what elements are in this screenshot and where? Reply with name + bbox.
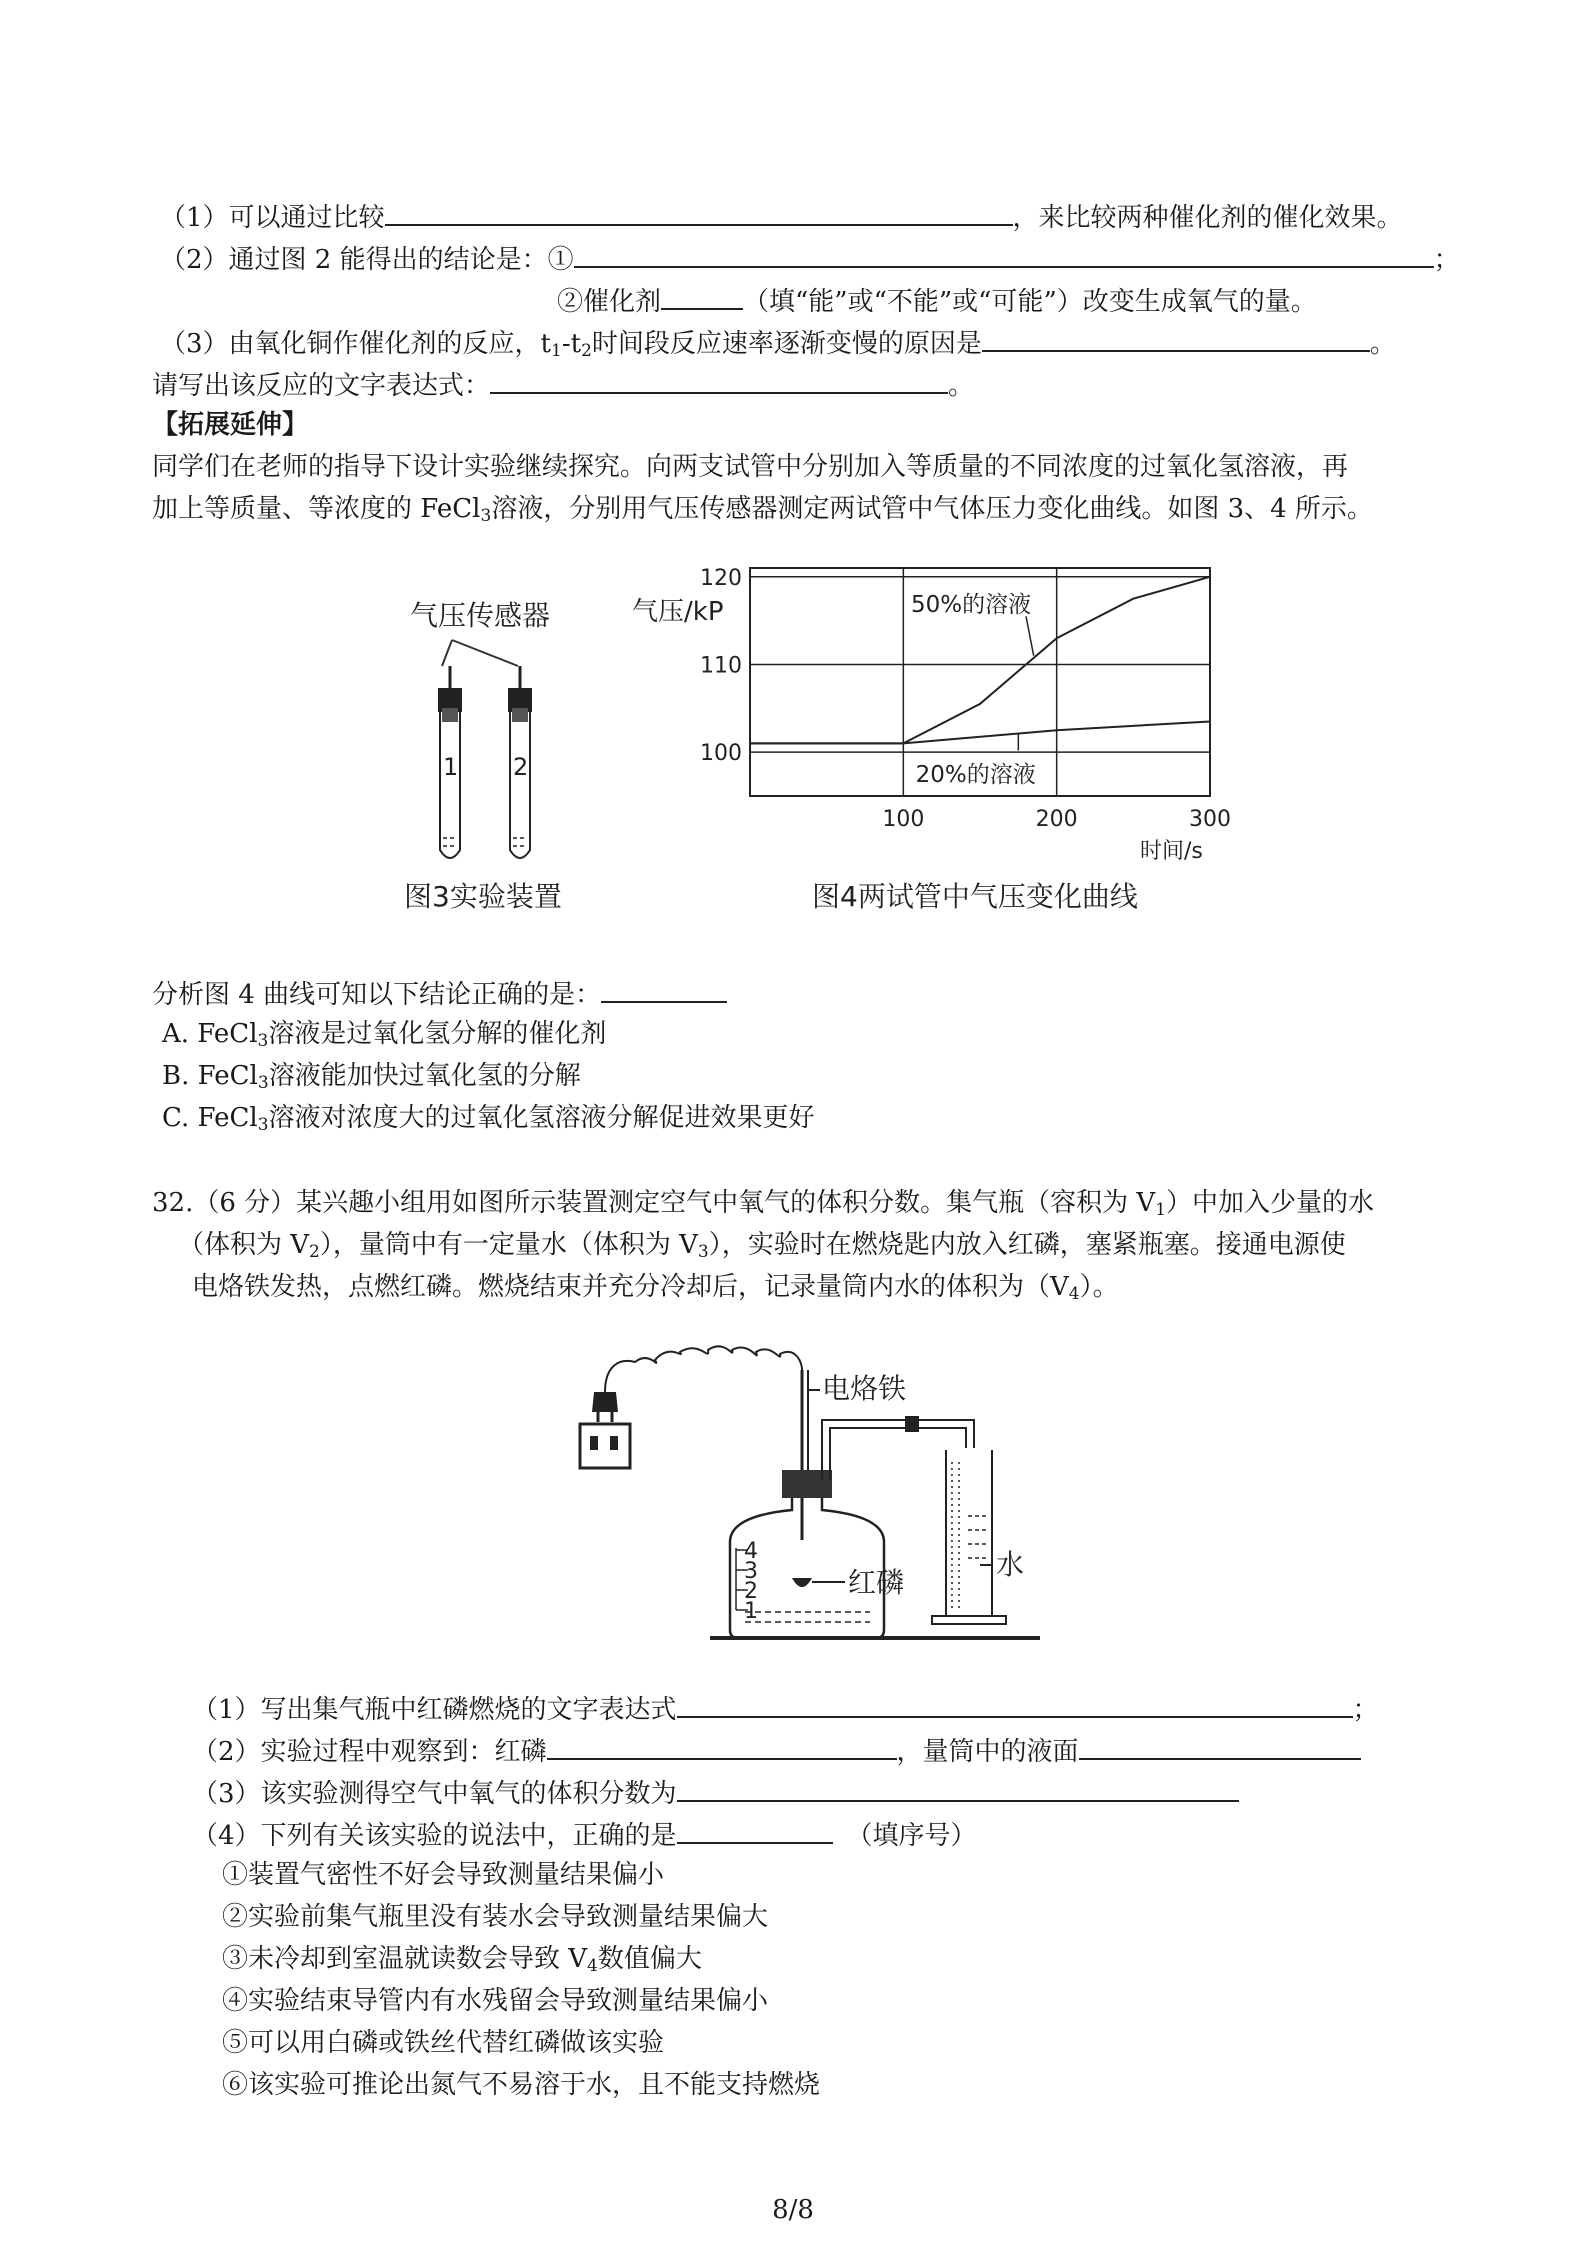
scale-mark-3: 3 <box>744 1559 758 1584</box>
q32-sub-2 <box>192 1732 1361 1769</box>
q32-line1-sub: 1 <box>1155 1200 1167 1220</box>
q4-text: 请写出该反应的文字表达式： <box>152 371 491 401</box>
y-tick-100: 100 <box>700 741 742 767</box>
question-2 <box>160 240 1460 277</box>
iron-label: 电烙铁 <box>822 1372 907 1405</box>
q32-line2-s1: 2 <box>309 1242 320 1262</box>
y-axis-label: 气压/kP <box>632 597 724 627</box>
q3-answer-blank[interactable] <box>982 324 1370 352</box>
sensor-label: 气压传感器 <box>410 599 551 632</box>
option-b-text: B. FeCl <box>162 1061 258 1091</box>
q32-line2-s2: 3 <box>697 1242 709 1262</box>
q32-line3-text: 电烙铁发热，点燃红磷。燃烧结束并充分冷却后，记录量筒内水的体积为（V <box>192 1272 1069 1302</box>
figure3-apparatus <box>404 599 562 913</box>
q32-sub2-blank-2[interactable] <box>1079 1732 1361 1760</box>
question-1 <box>160 198 1403 235</box>
option-c <box>162 1101 815 1135</box>
series-line-2 <box>750 722 1210 744</box>
statement-4: ④实验结束导管内有水残留会导致测量结果偏小 <box>222 1986 769 2016</box>
power-socket <box>580 1392 630 1468</box>
statement-3-text: ③未冷却到室温就读数会导致 V <box>222 1944 588 1974</box>
q32-sub4-text: （4）下列有关该实验的说法中，正确的是 <box>192 1821 677 1851</box>
analysis-question <box>152 975 727 1012</box>
q32-sub2-blank-1[interactable] <box>547 1732 897 1760</box>
statement-3 <box>222 1942 702 1976</box>
figure4-caption: 图4两试管中气压变化曲线 <box>812 880 1138 913</box>
q32-line2-c: ），实验时在燃烧匙内放入红磷，塞紧瓶塞。接通电源使 <box>708 1230 1346 1260</box>
bottle-scale <box>736 1539 758 1624</box>
q32-line2-a: （体积为 V <box>178 1230 310 1260</box>
q2b-answer-blank[interactable] <box>661 282 743 310</box>
series-label-2: 20%的溶液 <box>915 761 1036 788</box>
intro2-text: 加上等质量、等浓度的 FeCl <box>152 494 481 524</box>
gas-collecting-bottle <box>730 1470 884 1638</box>
figures-3-4 <box>380 548 1260 928</box>
water-label: 水 <box>996 1548 1025 1581</box>
q32-sub-3 <box>192 1774 1239 1811</box>
x-tick-100: 100 <box>882 807 925 832</box>
q1-text-end: ，来比较两种催化剂的催化效果。 <box>1012 203 1403 233</box>
y-tick-110: 110 <box>700 653 742 679</box>
analysis-question-text: 分析图 4 曲线可知以下结论正确的是： <box>152 980 602 1010</box>
test-tube-2 <box>508 666 532 858</box>
intro-line-2 <box>152 492 1373 526</box>
intro-line-1: 同学们在老师的指导下设计实验继续探究。向两支试管中分别加入等质量的不同浓度的过氧化氢溶液，再 <box>152 452 1349 482</box>
x-tick-300: 300 <box>1189 807 1231 832</box>
q2b-text: ②催化剂 <box>557 287 662 317</box>
coiled-wire <box>605 1346 802 1480</box>
q4-answer-blank[interactable] <box>490 366 948 394</box>
scale-mark-2: 2 <box>744 1579 758 1604</box>
figure4-pressure-chart <box>632 566 1231 864</box>
q2b-text-end: （填“能”或“不能”或“可能”）改变生成氧气的量。 <box>743 287 1317 317</box>
statement-6: ⑥该实验可推论出氮气不易溶于水，且不能支持燃烧 <box>222 2070 821 2100</box>
q32-sub1-blank[interactable] <box>677 1690 1353 1718</box>
q32-line-1 <box>152 1186 1374 1220</box>
y-tick-120: 120 <box>700 565 742 591</box>
q32-line1-text-end: ）中加入少量的水 <box>1166 1188 1375 1218</box>
x-axis-label: 时间/s <box>1140 839 1203 864</box>
statement-3-sub: 4 <box>587 1956 598 1976</box>
question-4 <box>152 366 974 403</box>
option-a-sub: 3 <box>257 1031 269 1051</box>
q2-answer-blank[interactable] <box>574 240 1434 268</box>
option-c-text: C. FeCl <box>162 1103 258 1133</box>
q32-sub-1 <box>192 1690 1379 1727</box>
scale-mark-1: 1 <box>744 1599 758 1624</box>
q4-end: 。 <box>948 371 975 401</box>
measuring-cylinder <box>932 1450 1006 1624</box>
q32-line2-b: ），量筒中有一定量水（体积为 V <box>319 1230 698 1260</box>
q2-end: ； <box>1433 245 1460 275</box>
option-b <box>162 1059 581 1093</box>
q3-text: （3）由氧化铜作催化剂的反应，t <box>160 329 551 359</box>
q32-sub2-mid: ，量筒中的液面 <box>896 1737 1079 1767</box>
question-2b <box>557 282 1317 319</box>
q32-line-2 <box>178 1228 1346 1262</box>
scale-mark-4: 4 <box>744 1539 758 1564</box>
option-c-text-end: 溶液对浓度大的过氧化氢溶液分解促进效果更好 <box>268 1103 815 1133</box>
combustion-spoon <box>792 1578 812 1587</box>
q32-sub2-text: （2）实验过程中观察到：红磷 <box>192 1737 547 1767</box>
q1-answer-blank[interactable] <box>385 198 1013 226</box>
q3-mid: -t <box>561 329 582 359</box>
section-title: 【拓展延伸】 <box>152 410 309 440</box>
tube1-label: 1 <box>443 753 459 781</box>
series-label-1: 50%的溶液 <box>911 591 1032 618</box>
intro2-sub: 3 <box>480 506 492 526</box>
test-tube-1 <box>438 666 462 858</box>
q32-line3-text-end: ）。 <box>1079 1272 1119 1302</box>
q3-sub2: 2 <box>581 341 592 361</box>
phosphorus-label: 红磷 <box>848 1566 905 1599</box>
analysis-answer-blank[interactable] <box>601 975 727 1003</box>
q32-sub3-blank[interactable] <box>677 1774 1239 1802</box>
q3-end: 。 <box>1369 329 1396 359</box>
option-a-text: A. FeCl <box>162 1019 258 1049</box>
option-b-sub: 3 <box>257 1073 269 1093</box>
page-number: 8/8 <box>772 2195 814 2225</box>
q32-sub4-blank[interactable] <box>677 1816 833 1844</box>
q32-sub1-text: （1）写出集气瓶中红磷燃烧的文字表达式 <box>192 1695 677 1725</box>
statement-3-text-end: 数值偏大 <box>597 1944 702 1974</box>
option-a <box>162 1017 606 1051</box>
q3-sub1: 1 <box>551 341 562 361</box>
intro2-text-end: 溶液，分别用气压传感器测定两试管中气体压力变化曲线。如图 3、4 所示。 <box>491 494 1373 524</box>
q32-line-3 <box>192 1270 1119 1304</box>
q32-sub4-text-end: （填序号） <box>846 1821 977 1851</box>
q2-text: （2）通过图 2 能得出的结论是：① <box>160 245 574 275</box>
q32-sub3-text: （3）该实验测得空气中氧气的体积分数为 <box>192 1779 677 1809</box>
q32-sub-4 <box>192 1816 977 1853</box>
q32-apparatus-figure <box>560 1320 1060 1650</box>
statement-2: ②实验前集气瓶里没有装水会导致测量结果偏大 <box>222 1902 769 1932</box>
q32-line3-sub: 4 <box>1068 1284 1080 1304</box>
statement-5: ⑤可以用白磷或铁丝代替红磷做该实验 <box>222 2028 665 2058</box>
figure3-caption: 图3实验装置 <box>404 880 562 913</box>
option-c-sub: 3 <box>257 1115 269 1135</box>
option-b-text-end: 溶液能加快过氧化氢的分解 <box>268 1061 581 1091</box>
q3-text-after: 时间段反应速率逐渐变慢的原因是 <box>591 329 982 359</box>
q1-text: （1）可以通过比较 <box>160 203 385 233</box>
question-3 <box>160 324 1396 361</box>
tube2-label: 2 <box>513 753 529 781</box>
statement-1: ①装置气密性不好会导致测量结果偏小 <box>222 1860 665 1890</box>
q32-line1-text: 32.（6 分）某兴趣小组用如图所示装置测定空气中氧气的体积分数。集气瓶（容积为 V <box>152 1188 1156 1218</box>
x-tick-200: 200 <box>1035 807 1078 832</box>
series-1-leader <box>1026 616 1034 655</box>
q32-sub1-end: ； <box>1352 1695 1379 1725</box>
option-a-text-end: 溶液是过氧化氢分解的催化剂 <box>268 1019 607 1049</box>
